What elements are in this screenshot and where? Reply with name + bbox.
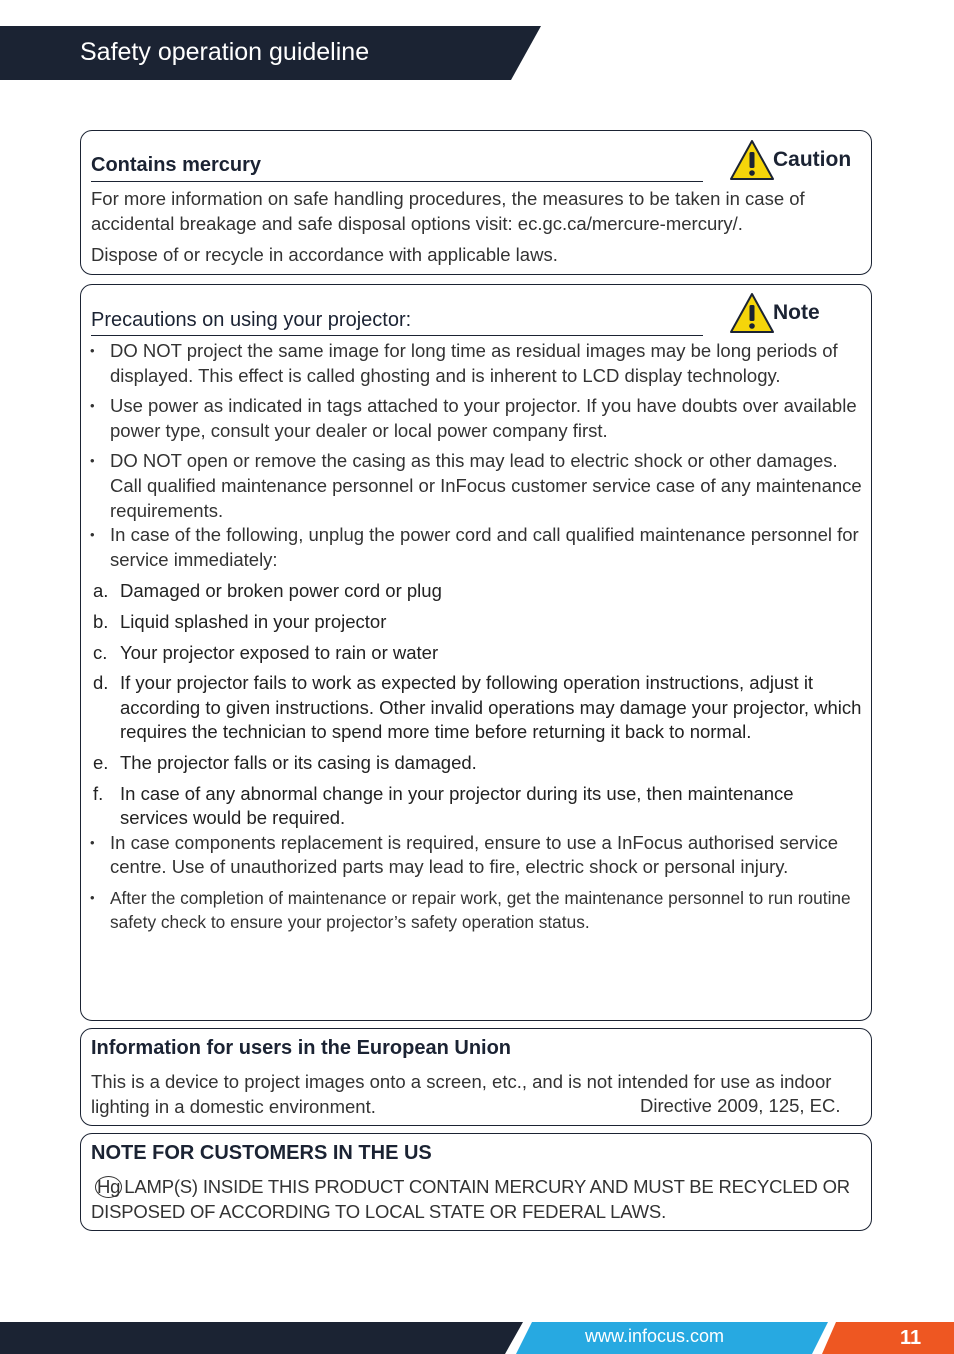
sub-list — [87, 579, 863, 830]
sub-list-item — [87, 751, 863, 776]
warning-triangle-icon — [729, 292, 775, 334]
sub-item-text: If your projector fails to work as expected by following operation instructions, adjust it according to given instructions. Other invalid operations may damage your projector, which requires the technician to spend more time before returning it back to normal. — [120, 672, 862, 743]
list-item — [87, 831, 863, 880]
sub-item-label: b. — [93, 610, 109, 632]
sub-list-item — [87, 671, 863, 745]
us-text — [91, 1175, 866, 1224]
page-title: Safety operation guideline — [80, 38, 370, 66]
note-label: Note — [773, 301, 820, 324]
footer-website-link[interactable]: www.infocus.com — [585, 1326, 725, 1346]
sub-item-text: Your projector exposed to rain or water — [120, 641, 439, 663]
caution-label: Caution — [773, 148, 852, 171]
list-item — [87, 339, 863, 388]
bullet-text: DO NOT open or remove the casing as this may lead to electric shock or other damages. Call qualified maintenance personnel or InFocus customer service case of any maintenance requirements. — [110, 450, 862, 521]
eu-text: This is a device to project images onto a screen, etc., and is not intended for use as indoor lighting in a domestic environment. — [91, 1071, 832, 1117]
precautions-list — [87, 339, 863, 935]
sub-item-text: Damaged or broken power cord or plug — [120, 580, 442, 602]
mercury-dispose-text: Dispose of or recycle in accordance with applicable laws. — [91, 244, 558, 265]
precautions-title: Precautions on using your projector: — [91, 309, 412, 331]
list-item — [87, 394, 863, 443]
us-note-box — [80, 1133, 872, 1231]
sub-list-item — [87, 579, 863, 604]
bullet-text: DO NOT project the same image for long time as residual images may be long periods of displayed. This effect is called ghosting and is inherent to LCD display technology. — [110, 340, 838, 386]
footer-band-dark — [0, 1322, 523, 1354]
precautions-note-box — [80, 284, 872, 1021]
title-rule — [91, 181, 703, 182]
mercury-title: Contains mercury — [91, 154, 262, 176]
list-item — [87, 523, 863, 831]
title-rule — [91, 335, 703, 336]
bullet-text: In case of the following, unplug the power cord and call qualified maintenance personnel for service immediately: — [110, 524, 859, 570]
sub-item-text: The projector falls or its casing is damaged. — [120, 751, 477, 773]
sub-list-item — [87, 782, 863, 831]
caution-tag — [729, 139, 851, 181]
eu-info-box — [80, 1028, 872, 1126]
sub-item-label: f. — [93, 782, 104, 804]
note-tag — [729, 292, 820, 334]
us-lamp-text: LAMP(S) INSIDE THIS PRODUCT CONTAIN MERCURY AND MUST BE RECYCLED OR DISPOSED OF ACCORDING TO LOCAL STATE OR FEDERAL LAWS. — [91, 1176, 850, 1222]
hg-symbol: Hg — [97, 1176, 121, 1197]
page-number: 11 — [900, 1327, 922, 1349]
us-title: NOTE FOR CUSTOMERS IN THE US — [91, 1142, 432, 1164]
list-item — [87, 886, 863, 935]
mercury-caution-box — [80, 130, 872, 275]
list-item — [87, 449, 863, 523]
bullet-text: Use power as indicated in tags attached to your projector. If you have doubts over available power type, consult your dealer or local power company first. — [110, 395, 857, 441]
sub-item-text: Liquid splashed in your projector — [120, 610, 387, 632]
sub-list-item — [87, 610, 863, 635]
bullet-text: In case components replacement is required, ensure to use a InFocus authorised service centre. Use of unauthorized parts may lead to fire, electric shock or personal injury. — [110, 831, 839, 878]
sub-item-text: In case of any abnormal change in your projector during its use, then maintenance services would be required. — [120, 782, 794, 829]
sub-item-label: d. — [93, 672, 109, 694]
sub-item-label: c. — [93, 641, 108, 663]
bullet-text: After the completion of maintenance or repair work, get the maintenance personnel to run routine safety check to ensure your projector’s safety operation status. — [110, 887, 851, 933]
sub-list-item — [87, 641, 863, 666]
footer-band-orange — [822, 1322, 954, 1354]
sub-item-label: e. — [93, 751, 109, 773]
eu-title: Information for users in the European Union — [91, 1037, 512, 1059]
warning-triangle-icon — [729, 139, 775, 181]
eu-directive: Directive 2009, 125, EC. — [632, 1094, 841, 1119]
mercury-info-text: For more information on safe handling procedures, the measures to be taken in case of accidental breakage and safe disposal options visit: ec.gc.ca/mercure-mercury/. — [91, 188, 805, 234]
sub-item-label: a. — [93, 580, 109, 602]
